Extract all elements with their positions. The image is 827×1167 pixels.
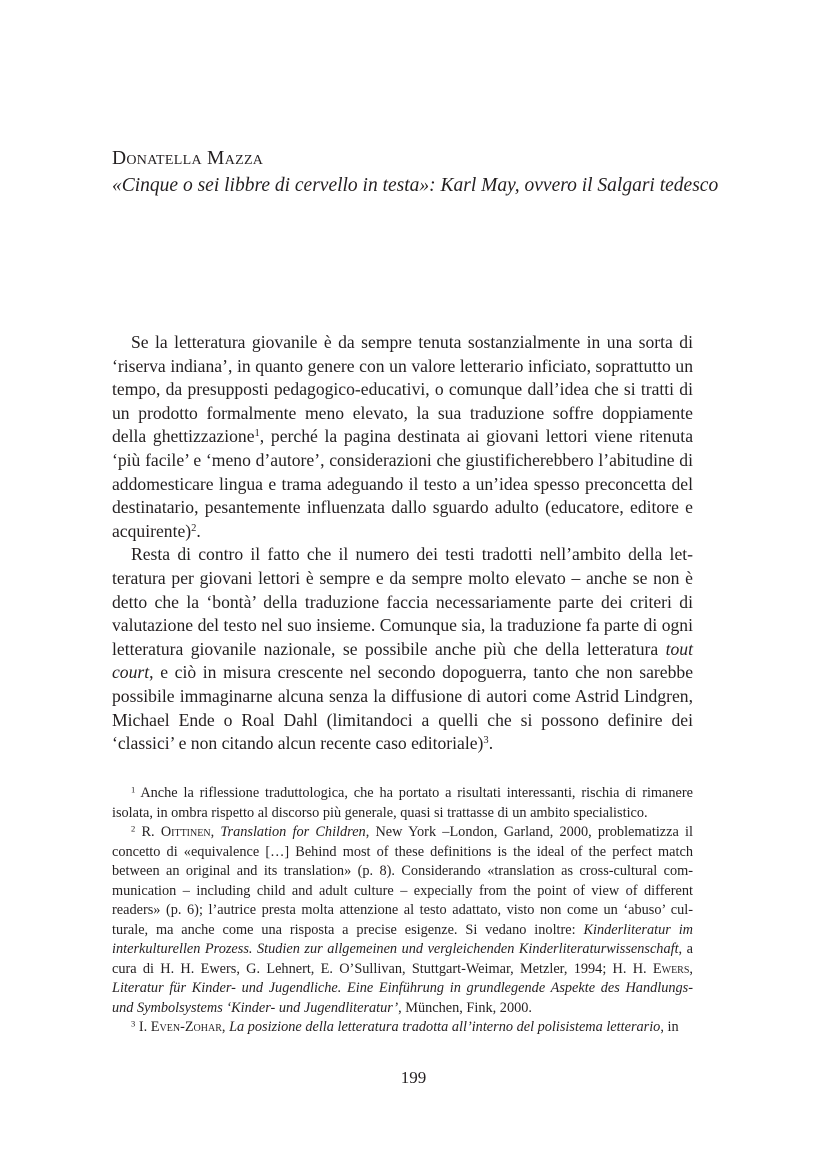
- p1-text-a: Se la letteratura giovanile è da sempre tenuta sostanzialmente in una sorta di ‘riserva indiana’, in quanto genere con un valore letterario inficiato, soprattutto un tempo, da presupposti pedagogico-educativi, o comunque dall’idea che si tratti di un prodotto formalmente meno elevato, la sua traduzione soffre doppiamente della ghettizzazione: [112, 332, 693, 447]
- fn3-title: La posizione della letteratura tradotta all’interno del polisistema letterario: [229, 1019, 661, 1035]
- author-name: Donatella Mazza: [112, 148, 264, 169]
- fn2-title-2: Kinderliteratur im interkulturellen Prozess. Studien zur allgemeinen und vergleichenden Kinderliteraturwissenschaft: [112, 921, 693, 957]
- p2-italic: tout court: [112, 638, 693, 683]
- p2-text-c: .: [488, 733, 494, 754]
- fn2-title-3: Literatur für Kinder- und Jugendliche. Eine Einführung in grundlegende Aspekte des Handlungs- und Symbolsystems ‘Kinder- und Jugendliteratur’: [112, 980, 693, 1016]
- footnote-ref-2: 2: [191, 522, 197, 534]
- footnotes: [112, 784, 693, 1038]
- footnote-1: [112, 784, 693, 823]
- fn3-author: Even-Zohar: [150, 1019, 222, 1035]
- footnote-3-number: 3: [131, 1018, 136, 1029]
- p1-text-c: .: [196, 520, 201, 541]
- footnote-1-text: Anche la riflessione traduttologica, che ha portato a risultati interessanti, rischia di rimanere isolata, in ombra rispetto al discorso più generale, quasi si trattasse di un ambito specialistico.: [112, 785, 693, 821]
- p2-text-b: , e ciò in misura crescente nel secondo dopoguerra, tanto che non sarebbe possibile immaginarne alcuna senza la diffusione di autori come Astrid Lindgren, Michael Ende o Roal Dahl (limitandoci a quelli che si possono definire dei ‘classici’ e non citando alcun recente caso editoriale): [112, 662, 693, 754]
- fn2-f: , München, Fink, 2000.: [398, 999, 532, 1016]
- p1-text-b: , perché la pagina destinata ai giovani lettori viene ritenuta ‘più facile’ e ‘meno d’autore’, considerazioni che giustificherebbero l’abitudine di addomesticare lingua e trama adeguando il testo a un’idea spesso preconcetta del destinatario, pesantemente influenzata dallo sguardo adulto (educatore, editore e acquirente): [112, 426, 694, 541]
- paragraph-1: [112, 331, 693, 543]
- p2-text-a: Resta di contro il fatto che il numero dei testi tradotti nell’ambito della letteratura per giovani lettori è sempre e da sempre molto elevato – anche se non è detto che la ‘bontà’ della traduzione faccia necessariamente parte dei criteri di valutazione del testo nel suo insieme. Comunque sia, la traduzione fa parte di ogni letteratura giovanile nazionale, se possibile anche più che della letteratura: [112, 544, 693, 659]
- body-text: [112, 331, 693, 756]
- page-number: 199: [400, 1068, 427, 1087]
- fn3-a: I.: [135, 1019, 151, 1035]
- fn3-c: , in: [660, 1019, 679, 1035]
- article-title: «Cinque o sei libbre di cervello in testa»: Karl May, ovvero il Salgari tedesco: [112, 175, 719, 196]
- paragraph-2: [112, 543, 693, 755]
- fn2-a: R.: [135, 824, 161, 840]
- footnote-2-number: 2: [131, 823, 136, 834]
- fn3-b: ,: [221, 1019, 230, 1035]
- footnote-ref-3: 3: [483, 735, 489, 747]
- fn2-author-1: Oittinen: [160, 824, 211, 840]
- fn2-title-1: Translation for Children: [220, 824, 366, 840]
- footnote-2: [112, 823, 693, 1018]
- fn2-author-2: Ewers: [652, 960, 690, 977]
- footnote-3: [112, 1018, 693, 1038]
- footnote-1-number: 1: [131, 784, 136, 795]
- fn2-b: ,: [210, 824, 221, 840]
- article-header: [112, 146, 719, 200]
- footnote-ref-1: 1: [254, 428, 260, 440]
- fn2-e: ,: [689, 960, 693, 977]
- fn2-c: , New York –London, Garland, 2000, problematizza il concetto di «equivalence […] Behind most of these definitions is the ideal of the perfect match between an original and its translation» (p. 8). Considerando «translation as cross-cultural communication – including child and adult culture – expecially from the point of view of different readers» (p. 6); l’autrice presta molta attenzione al testo adattato, visto non come un ‘abuso’ culturale, ma anche come una risposta a precise esigenze. Si vedano inoltre:: [112, 824, 693, 938]
- fn2-d: , a cura di H. H. Ewers, G. Lehnert, E. O’Sullivan, Stuttgart-Weimar, Metzler, 1994; H. H.: [112, 941, 693, 977]
